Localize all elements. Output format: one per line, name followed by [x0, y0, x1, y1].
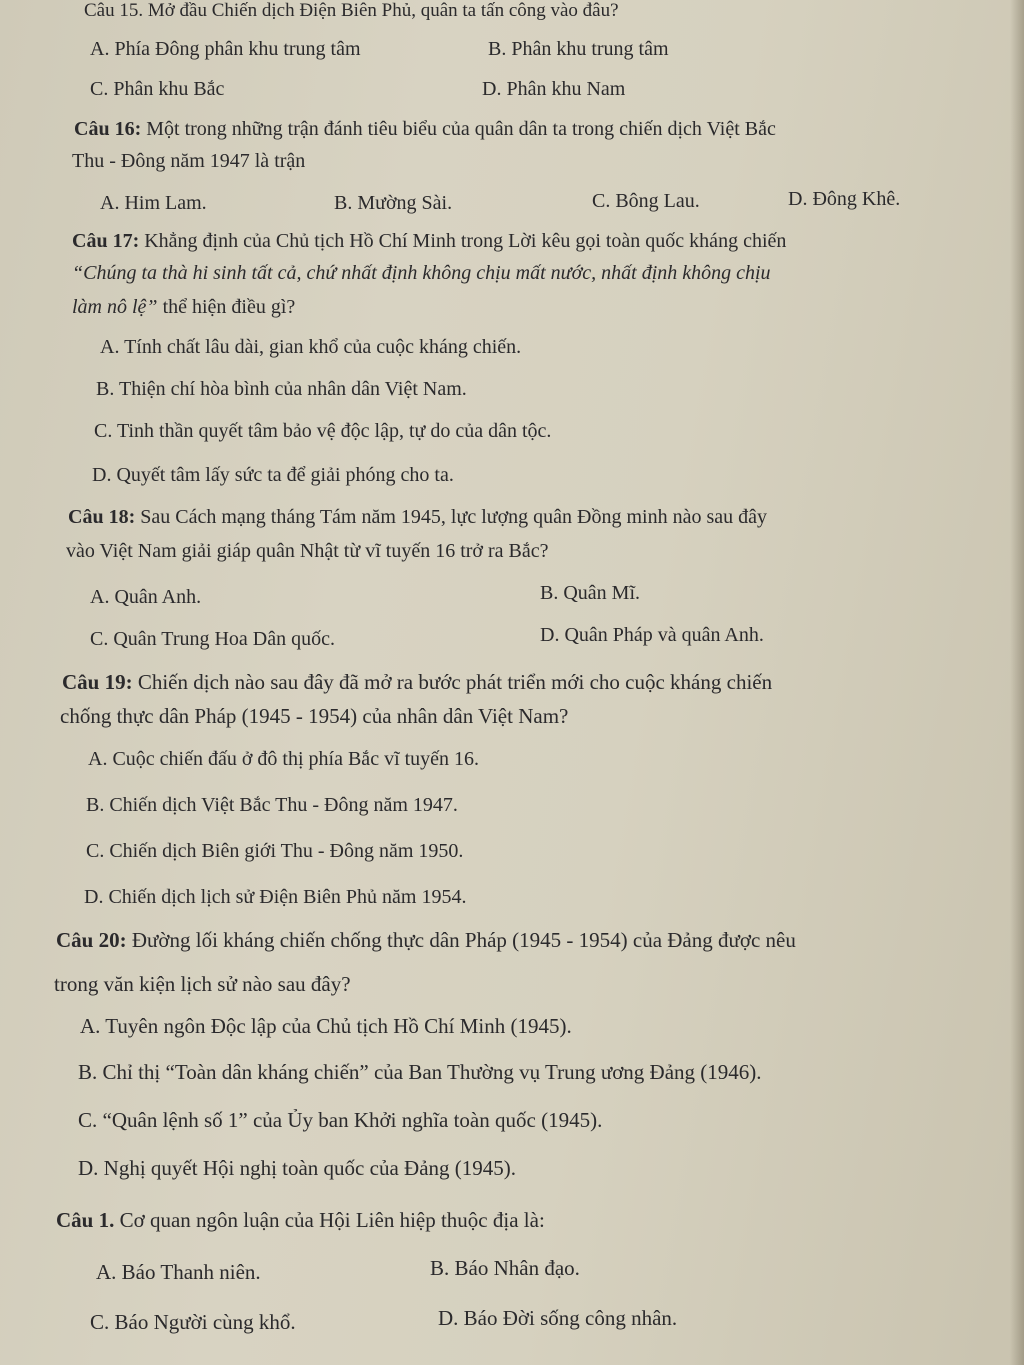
- q19-stem-text-1: Chiến dịch nào sau đây đã mở ra bước phát triển mới cho cuộc kháng chiến: [137, 670, 773, 694]
- q20-option-a: A. Tuyên ngôn Độc lập của Chủ tịch Hồ Chí Minh (1945).: [80, 1014, 572, 1038]
- q17-stem-line3: [72, 296, 295, 319]
- q16-option-a: A. Him Lam.: [100, 192, 207, 214]
- q1-label: Câu 1.: [56, 1208, 115, 1232]
- q17-option-b: B. Thiện chí hòa bình của nhân dân Việt Nam.: [96, 378, 467, 400]
- q18-label: Câu 18:: [68, 506, 136, 528]
- q18-option-d: D. Quân Pháp và quân Anh.: [540, 624, 764, 646]
- q1-option-a: A. Báo Thanh niên.: [96, 1260, 261, 1284]
- q17-stem-line1: [72, 230, 786, 253]
- q20-label: Câu 20:: [56, 928, 127, 952]
- q1-stem-text: Cơ quan ngôn luận của Hội Liên hiệp thuộc địa là:: [119, 1208, 545, 1232]
- q20-option-c: C. “Quân lệnh số 1” của Ủy ban Khởi nghĩa toàn quốc (1945).: [78, 1108, 603, 1132]
- q20-stem-text-1: Đường lối kháng chiến chống thực dân Pháp (1945 - 1954) của Đảng được nêu: [131, 928, 796, 952]
- q18-stem-line1: [68, 506, 767, 529]
- q17-stem-text-1: Khẳng định của Chủ tịch Hồ Chí Minh trong Lời kêu gọi toàn quốc kháng chiến: [144, 230, 787, 252]
- q17-stem-quote-end: làm nô lệ”: [72, 296, 158, 318]
- q16-label: Câu 16:: [74, 118, 142, 140]
- q1-stem-line: [56, 1208, 545, 1233]
- q20-option-d: D. Nghị quyết Hội nghị toàn quốc của Đảng (1945).: [78, 1156, 516, 1180]
- q19-option-d: D. Chiến dịch lịch sử Điện Biên Phủ năm 1954.: [84, 886, 467, 908]
- q18-stem-line2: vào Việt Nam giải giáp quân Nhật từ vĩ tuyến 16 trở ra Bắc?: [66, 540, 549, 562]
- q15-option-c: C. Phân khu Bắc: [90, 78, 225, 100]
- q15-option-b: B. Phân khu trung tâm: [488, 38, 669, 60]
- q17-option-d: D. Quyết tâm lấy sức ta để giải phóng cho ta.: [92, 464, 454, 486]
- q19-option-c: C. Chiến dịch Biên giới Thu - Đông năm 1950.: [86, 840, 464, 862]
- q16-stem-line2: Thu - Đông năm 1947 là trận: [72, 150, 306, 172]
- q20-option-b: B. Chỉ thị “Toàn dân kháng chiến” của Ban Thường vụ Trung ương Đảng (1946).: [78, 1060, 762, 1084]
- q20-stem-line2: trong văn kiện lịch sử nào sau đây?: [54, 972, 351, 996]
- q18-stem-text-1: Sau Cách mạng tháng Tám năm 1945, lực lượng quân Đồng minh nào sau đây: [140, 506, 768, 528]
- q1-option-d: D. Báo Đời sống công nhân.: [438, 1306, 678, 1330]
- q15-option-a: A. Phía Đông phân khu trung tâm: [90, 38, 361, 60]
- q1-option-c: C. Báo Người cùng khổ.: [90, 1310, 296, 1334]
- q16-option-b: B. Mường Sài.: [334, 192, 453, 214]
- q17-option-a: A. Tính chất lâu dài, gian khổ của cuộc kháng chiến.: [100, 336, 522, 358]
- page-edge-shadow: [1010, 0, 1024, 1365]
- q18-option-a: A. Quân Anh.: [90, 586, 202, 608]
- q17-stem-text-3: thể hiện điều gì?: [157, 296, 296, 318]
- q19-option-a: A. Cuộc chiến đấu ở đô thị phía Bắc vĩ tuyến 16.: [88, 748, 480, 770]
- q16-stem-text-1: Một trong những trận đánh tiêu biểu của quân dân ta trong chiến dịch Việt Bắc: [146, 118, 776, 140]
- q18-option-b: B. Quân Mĩ.: [540, 582, 640, 604]
- q18-option-c: C. Quân Trung Hoa Dân quốc.: [90, 628, 335, 650]
- q20-stem-line1: [56, 928, 796, 953]
- q19-stem-line2: chống thực dân Pháp (1945 - 1954) của nhân dân Việt Nam?: [60, 704, 569, 728]
- q16-stem-line1: [74, 118, 776, 141]
- q17-stem-line2: “Chúng ta thà hi sinh tất cả, chứ nhất định không chịu mất nước, nhất định không chịu: [72, 262, 771, 284]
- q19-option-b: B. Chiến dịch Việt Bắc Thu - Đông năm 1947.: [86, 794, 458, 816]
- q1-option-b: B. Báo Nhân đạo.: [430, 1256, 580, 1280]
- q19-label: Câu 19:: [62, 670, 133, 694]
- q17-option-c: C. Tinh thần quyết tâm bảo vệ độc lập, tự do của dân tộc.: [94, 420, 552, 442]
- q17-label: Câu 17:: [72, 230, 140, 252]
- q16-option-d: D. Đông Khê.: [788, 188, 901, 210]
- q19-stem-line1: [62, 670, 772, 695]
- q15-stem: Câu 15. Mở đầu Chiến dịch Điện Biên Phủ, quân ta tấn công vào đâu?: [84, 0, 619, 21]
- q15-option-d: D. Phân khu Nam: [482, 78, 626, 100]
- q16-option-c: C. Bông Lau.: [592, 190, 700, 212]
